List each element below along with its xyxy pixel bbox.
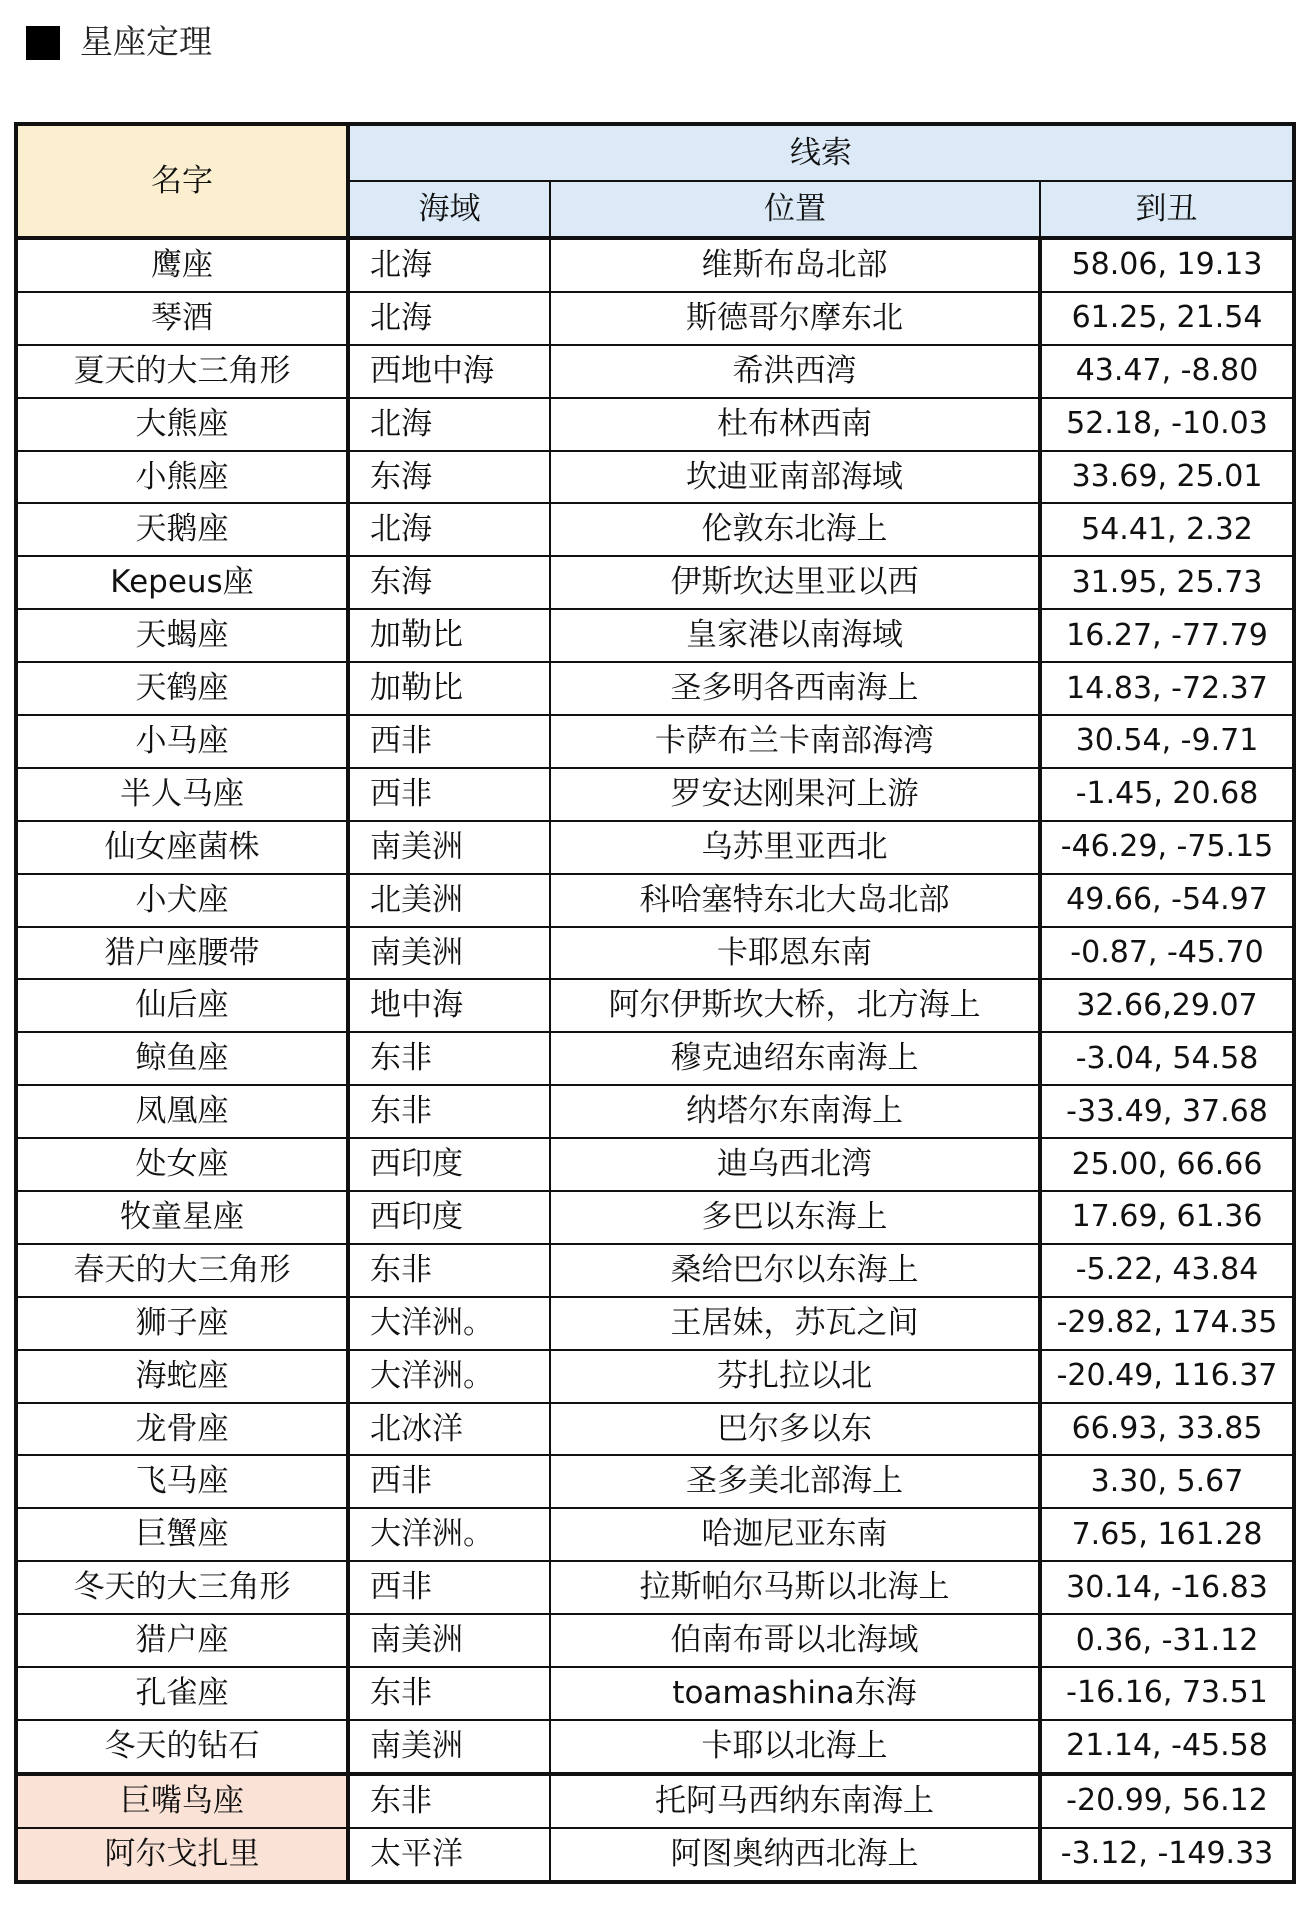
cell-sea: 西地中海: [348, 345, 550, 398]
cell-coords: 21.14, -45.58: [1040, 1720, 1294, 1774]
cell-sea: 西印度: [348, 1138, 550, 1191]
table-row: [16, 768, 1294, 821]
cell-name: 夏天的大三角形: [16, 345, 348, 398]
cell-sea: 南美洲: [348, 821, 550, 874]
cell-sea: 地中海: [348, 979, 550, 1032]
cell-location: 科哈塞特东北大岛北部: [550, 874, 1040, 927]
cell-location: 芬扎拉以北: [550, 1350, 1040, 1403]
table-row: [16, 1561, 1294, 1614]
page-title: 星座定理: [80, 21, 212, 61]
column-group-header-clues: 线索: [348, 124, 1294, 181]
cell-sea: 大洋洲。: [348, 1297, 550, 1350]
cell-name: 阿尔戈扎里: [16, 1828, 348, 1882]
table-row: [16, 292, 1294, 345]
cell-name: 处女座: [16, 1138, 348, 1191]
cell-sea: 加勒比: [348, 662, 550, 715]
cell-location: 坎迪亚南部海域: [550, 451, 1040, 504]
cell-location: 斯德哥尔摩东北: [550, 292, 1040, 345]
cell-coords: 17.69, 61.36: [1040, 1191, 1294, 1244]
table-row: [16, 238, 1294, 292]
cell-sea: 北冰洋: [348, 1403, 550, 1456]
cell-coords: 32.66,29.07: [1040, 979, 1294, 1032]
cell-coords: -29.82, 174.35: [1040, 1297, 1294, 1350]
table-row: [16, 1085, 1294, 1138]
cell-name: 猎户座腰带: [16, 927, 348, 980]
cell-name: 狮子座: [16, 1297, 348, 1350]
cell-location: 乌苏里亚西北: [550, 821, 1040, 874]
cell-name: 天鹅座: [16, 503, 348, 556]
table-row: [16, 1350, 1294, 1403]
cell-coords: -20.49, 116.37: [1040, 1350, 1294, 1403]
table-row: [16, 1667, 1294, 1720]
cell-coords: 7.65, 161.28: [1040, 1508, 1294, 1561]
cell-location: 阿图奥纳西北海上: [550, 1828, 1040, 1882]
table-row: [16, 1297, 1294, 1350]
table-row: [16, 979, 1294, 1032]
cell-name: 鲸鱼座: [16, 1032, 348, 1085]
table-row: [16, 1774, 1294, 1828]
cell-sea: 北美洲: [348, 874, 550, 927]
cell-sea: 东海: [348, 556, 550, 609]
cell-location: 伊斯坎达里亚以西: [550, 556, 1040, 609]
cell-location: 伯南布哥以北海域: [550, 1614, 1040, 1667]
cell-coords: 25.00, 66.66: [1040, 1138, 1294, 1191]
cell-location: 哈迦尼亚东南: [550, 1508, 1040, 1561]
table-row: [16, 1138, 1294, 1191]
cell-coords: -20.99, 56.12: [1040, 1774, 1294, 1828]
cell-coords: 30.54, -9.71: [1040, 715, 1294, 768]
cell-name: 琴酒: [16, 292, 348, 345]
cell-coords: -16.16, 73.51: [1040, 1667, 1294, 1720]
cell-name: Kepeus座: [16, 556, 348, 609]
cell-name: 凤凰座: [16, 1085, 348, 1138]
cell-location: 维斯布岛北部: [550, 238, 1040, 292]
constellation-table: [14, 122, 1296, 1884]
cell-sea: 西印度: [348, 1191, 550, 1244]
cell-sea: 大洋洲。: [348, 1508, 550, 1561]
cell-location: 卡耶恩东南: [550, 927, 1040, 980]
cell-location: toamashina东海: [550, 1667, 1040, 1720]
black-square-icon: [26, 26, 60, 60]
cell-location: 纳塔尔东南海上: [550, 1085, 1040, 1138]
cell-sea: 西非: [348, 768, 550, 821]
cell-location: 王居妹，苏瓦之间: [550, 1297, 1040, 1350]
cell-name: 春天的大三角形: [16, 1244, 348, 1297]
cell-coords: 16.27, -77.79: [1040, 609, 1294, 662]
cell-name: 天鹤座: [16, 662, 348, 715]
cell-name: 牧童星座: [16, 1191, 348, 1244]
table-row: [16, 821, 1294, 874]
cell-coords: 58.06, 19.13: [1040, 238, 1294, 292]
cell-name: 天蝎座: [16, 609, 348, 662]
cell-coords: 14.83, -72.37: [1040, 662, 1294, 715]
cell-name: 龙骨座: [16, 1403, 348, 1456]
cell-sea: 东非: [348, 1244, 550, 1297]
cell-coords: 49.66, -54.97: [1040, 874, 1294, 927]
cell-sea: 北海: [348, 398, 550, 451]
cell-name: 半人马座: [16, 768, 348, 821]
cell-sea: 东海: [348, 451, 550, 504]
cell-coords: 30.14, -16.83: [1040, 1561, 1294, 1614]
table-row: [16, 1032, 1294, 1085]
table-row: [16, 1720, 1294, 1774]
cell-name: 大熊座: [16, 398, 348, 451]
cell-sea: 北海: [348, 238, 550, 292]
cell-coords: 33.69, 25.01: [1040, 451, 1294, 504]
table-row: [16, 715, 1294, 768]
cell-location: 迪乌西北湾: [550, 1138, 1040, 1191]
table-row: [16, 1508, 1294, 1561]
table-row: [16, 927, 1294, 980]
cell-coords: 52.18, -10.03: [1040, 398, 1294, 451]
column-header-location: 位置: [550, 181, 1040, 238]
table-row: [16, 874, 1294, 927]
cell-location: 圣多美北部海上: [550, 1455, 1040, 1508]
cell-location: 圣多明各西南海上: [550, 662, 1040, 715]
cell-coords: 54.41, 2.32: [1040, 503, 1294, 556]
table-row: [16, 1403, 1294, 1456]
cell-sea: 北海: [348, 292, 550, 345]
cell-location: 杜布林西南: [550, 398, 1040, 451]
cell-sea: 西非: [348, 1455, 550, 1508]
cell-sea: 西非: [348, 1561, 550, 1614]
table-row: [16, 1191, 1294, 1244]
cell-coords: 66.93, 33.85: [1040, 1403, 1294, 1456]
cell-sea: 大洋洲。: [348, 1350, 550, 1403]
cell-coords: -3.04, 54.58: [1040, 1032, 1294, 1085]
cell-sea: 东非: [348, 1667, 550, 1720]
table-row: [16, 1244, 1294, 1297]
table-row: [16, 1828, 1294, 1882]
cell-name: 仙女座菌株: [16, 821, 348, 874]
cell-location: 巴尔多以东: [550, 1403, 1040, 1456]
column-header-coords: 到丑: [1040, 181, 1294, 238]
cell-coords: 3.30, 5.67: [1040, 1455, 1294, 1508]
table-row: [16, 503, 1294, 556]
cell-sea: 东非: [348, 1085, 550, 1138]
cell-name: 小熊座: [16, 451, 348, 504]
cell-sea: 东非: [348, 1774, 550, 1828]
table-body: [16, 238, 1294, 1882]
page-heading: [26, 14, 212, 64]
cell-coords: 61.25, 21.54: [1040, 292, 1294, 345]
cell-name: 海蛇座: [16, 1350, 348, 1403]
cell-coords: -33.49, 37.68: [1040, 1085, 1294, 1138]
cell-name: 孔雀座: [16, 1667, 348, 1720]
cell-sea: 西非: [348, 715, 550, 768]
cell-location: 拉斯帕尔马斯以北海上: [550, 1561, 1040, 1614]
cell-sea: 南美洲: [348, 1720, 550, 1774]
table-row: [16, 1614, 1294, 1667]
cell-location: 卡耶以北海上: [550, 1720, 1040, 1774]
table-row: [16, 1455, 1294, 1508]
column-header-name: 名字: [16, 124, 348, 238]
cell-coords: -3.12, -149.33: [1040, 1828, 1294, 1882]
cell-location: 希洪西湾: [550, 345, 1040, 398]
cell-sea: 太平洋: [348, 1828, 550, 1882]
cell-name: 巨嘴鸟座: [16, 1774, 348, 1828]
cell-location: 穆克迪绍东南海上: [550, 1032, 1040, 1085]
cell-location: 皇家港以南海域: [550, 609, 1040, 662]
table-row: [16, 345, 1294, 398]
cell-name: 巨蟹座: [16, 1508, 348, 1561]
table-row: [16, 451, 1294, 504]
cell-name: 猎户座: [16, 1614, 348, 1667]
cell-name: 冬天的大三角形: [16, 1561, 348, 1614]
cell-coords: 43.47, -8.80: [1040, 345, 1294, 398]
cell-coords: -46.29, -75.15: [1040, 821, 1294, 874]
cell-location: 托阿马西纳东南海上: [550, 1774, 1040, 1828]
cell-location: 卡萨布兰卡南部海湾: [550, 715, 1040, 768]
cell-coords: -5.22, 43.84: [1040, 1244, 1294, 1297]
column-header-sea: 海域: [348, 181, 550, 238]
cell-sea: 东非: [348, 1032, 550, 1085]
table-row: [16, 662, 1294, 715]
cell-coords: -1.45, 20.68: [1040, 768, 1294, 821]
cell-name: 飞马座: [16, 1455, 348, 1508]
cell-name: 小犬座: [16, 874, 348, 927]
cell-location: 阿尔伊斯坎大桥，北方海上: [550, 979, 1040, 1032]
cell-location: 桑给巴尔以东海上: [550, 1244, 1040, 1297]
cell-sea: 南美洲: [348, 1614, 550, 1667]
cell-sea: 南美洲: [348, 927, 550, 980]
cell-location: 多巴以东海上: [550, 1191, 1040, 1244]
cell-coords: 31.95, 25.73: [1040, 556, 1294, 609]
cell-sea: 加勒比: [348, 609, 550, 662]
table-row: [16, 398, 1294, 451]
cell-name: 鹰座: [16, 238, 348, 292]
cell-location: 伦敦东北海上: [550, 503, 1040, 556]
cell-name: 冬天的钻石: [16, 1720, 348, 1774]
cell-name: 仙后座: [16, 979, 348, 1032]
cell-coords: -0.87, -45.70: [1040, 927, 1294, 980]
cell-location: 罗安达刚果河上游: [550, 768, 1040, 821]
cell-coords: 0.36, -31.12: [1040, 1614, 1294, 1667]
cell-sea: 北海: [348, 503, 550, 556]
table-row: [16, 556, 1294, 609]
cell-name: 小马座: [16, 715, 348, 768]
table-row: [16, 609, 1294, 662]
